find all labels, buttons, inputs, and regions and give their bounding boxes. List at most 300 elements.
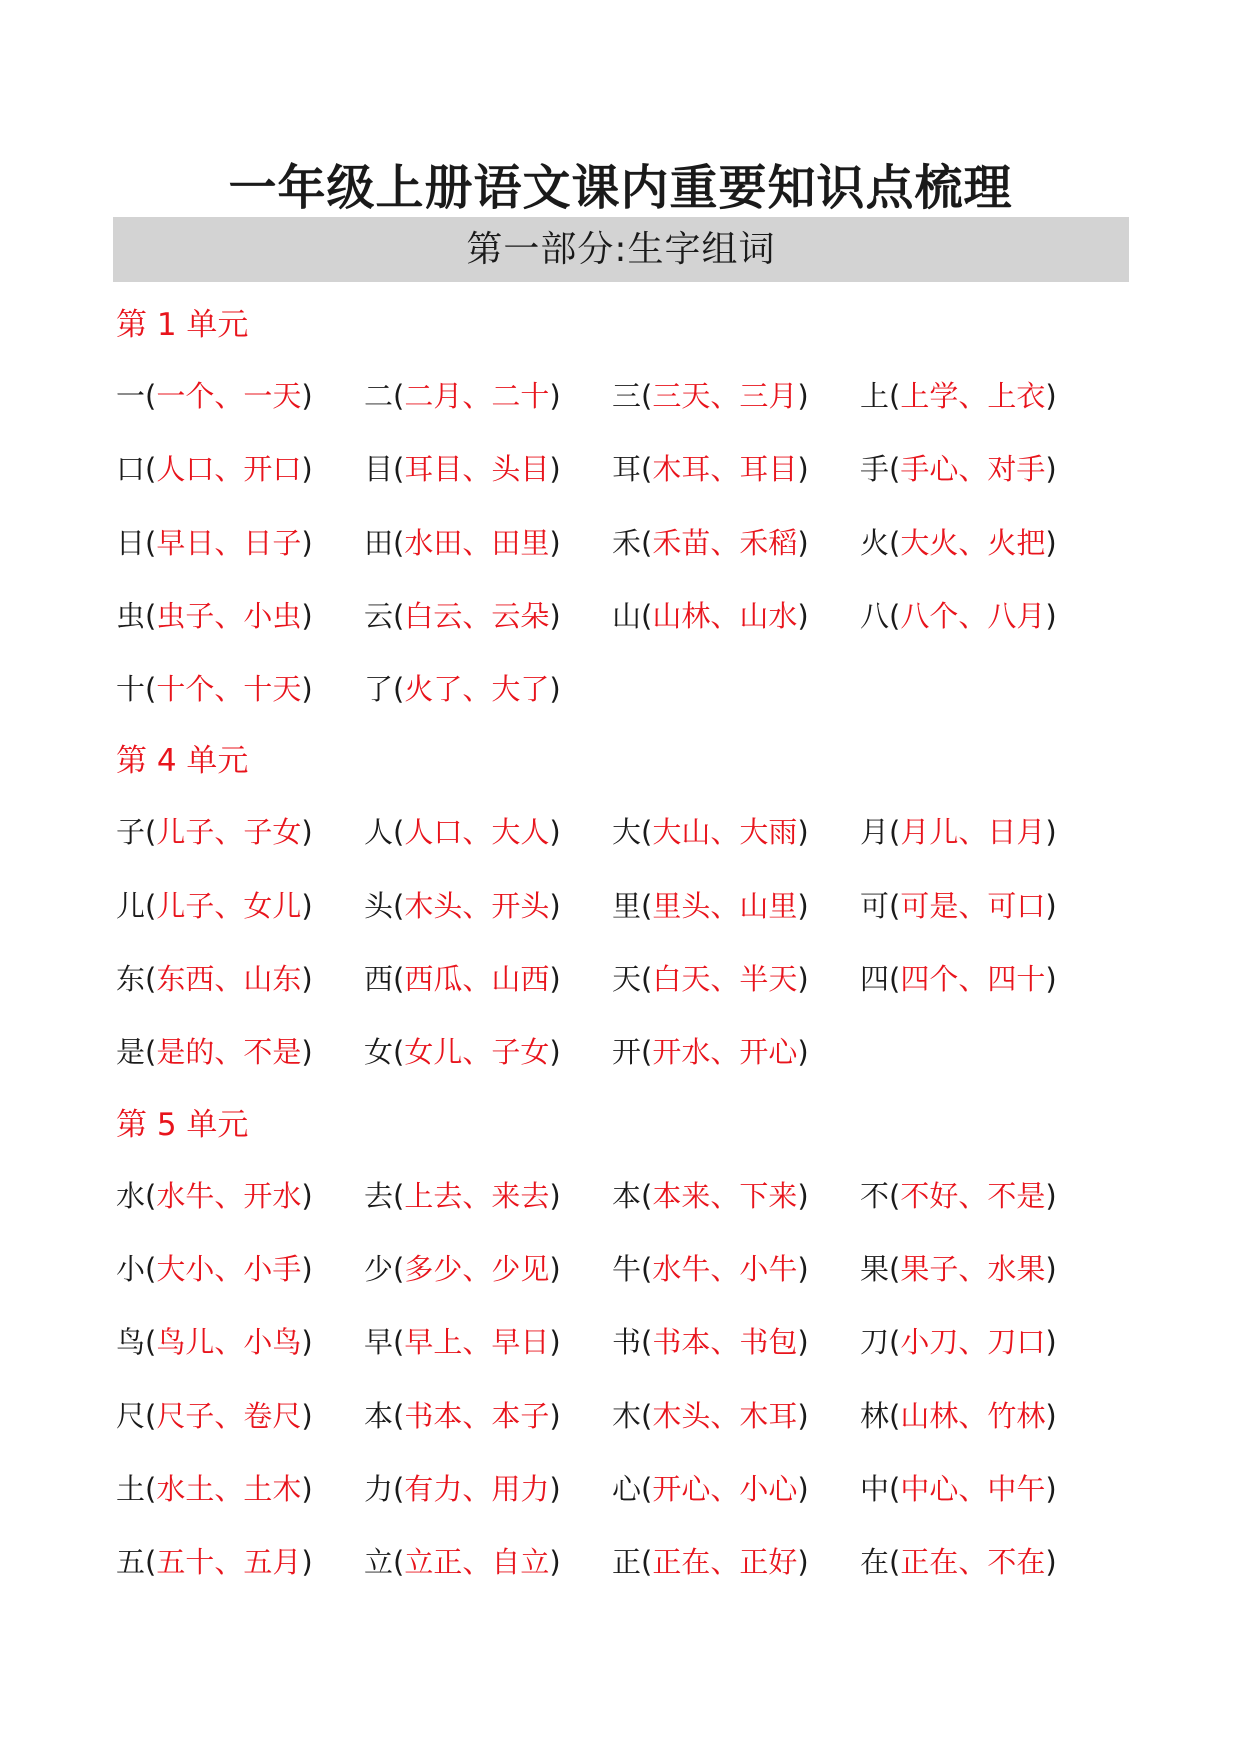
- open-paren: (: [641, 888, 653, 923]
- word-entry: [116, 580, 364, 653]
- close-paren: ): [797, 1178, 809, 1213]
- example-word: 开心: [652, 1471, 711, 1506]
- separator: 、: [710, 1178, 740, 1213]
- close-paren: ): [797, 1545, 809, 1580]
- open-paren: (: [393, 1325, 405, 1360]
- character: 三: [612, 379, 642, 413]
- example-word: 十天: [243, 672, 302, 707]
- example-word: 人口: [156, 452, 215, 487]
- separator: 、: [214, 598, 244, 633]
- character: 土: [116, 1471, 146, 1506]
- separator: 、: [214, 1178, 244, 1213]
- character: 一: [116, 379, 146, 413]
- close-paren: ): [549, 1178, 561, 1213]
- character: 目: [364, 452, 394, 487]
- close-paren: ): [1045, 1471, 1057, 1506]
- example-word: 土木: [243, 1471, 302, 1506]
- character: 八: [860, 598, 890, 633]
- unit-section: [116, 726, 1126, 1089]
- separator: 、: [958, 598, 988, 633]
- character: 本: [612, 1178, 642, 1213]
- example-word: 早上: [404, 1325, 463, 1360]
- open-paren: (: [641, 1251, 653, 1286]
- example-word: 山里: [739, 888, 798, 923]
- close-paren: ): [301, 962, 313, 997]
- open-paren: (: [641, 525, 653, 560]
- character: 四: [860, 962, 890, 997]
- open-paren: (: [145, 672, 157, 707]
- separator: 、: [214, 888, 244, 923]
- unit-title: 第 5 单元: [116, 1106, 249, 1143]
- close-paren: ): [797, 888, 809, 923]
- close-paren: ): [797, 452, 809, 487]
- word-entry: [860, 360, 1108, 433]
- close-paren: ): [301, 815, 313, 850]
- character: 儿: [116, 888, 146, 923]
- open-paren: (: [889, 1545, 901, 1580]
- separator: 、: [462, 1178, 492, 1213]
- separator: 、: [214, 1398, 244, 1433]
- word-entry: [364, 870, 612, 943]
- open-paren: (: [393, 672, 405, 707]
- word-entry: [860, 580, 1108, 653]
- close-paren: ): [1045, 452, 1057, 487]
- open-paren: (: [393, 962, 405, 997]
- example-word: 山西: [491, 962, 550, 997]
- word-entry: [612, 433, 860, 506]
- close-paren: ): [797, 379, 809, 413]
- close-paren: ): [301, 452, 313, 487]
- separator: 、: [710, 815, 740, 850]
- example-word: 水田: [404, 525, 463, 560]
- word-grid: [116, 1160, 1126, 1600]
- example-word: 日子: [243, 525, 302, 560]
- close-paren: ): [549, 1035, 561, 1070]
- example-word: 来去: [491, 1178, 550, 1213]
- example-word: 手心: [900, 452, 959, 487]
- example-word: 一个: [156, 379, 215, 413]
- separator: 、: [462, 672, 492, 707]
- close-paren: ): [549, 1325, 561, 1360]
- word-grid: [116, 796, 1126, 1089]
- open-paren: (: [889, 888, 901, 923]
- open-paren: (: [393, 1251, 405, 1286]
- separator: 、: [958, 1178, 988, 1213]
- word-entry: [116, 870, 364, 943]
- separator: 、: [214, 1471, 244, 1506]
- separator: 、: [710, 962, 740, 997]
- open-paren: (: [145, 1251, 157, 1286]
- open-paren: (: [145, 1178, 157, 1213]
- open-paren: (: [145, 452, 157, 487]
- close-paren: ): [549, 1471, 561, 1506]
- separator: 、: [214, 672, 244, 707]
- open-paren: (: [145, 1325, 157, 1360]
- character: 心: [612, 1471, 642, 1506]
- word-entry: [612, 870, 860, 943]
- example-word: 开口: [243, 452, 302, 487]
- example-word: 开水: [652, 1035, 711, 1070]
- word-entry: [364, 653, 612, 726]
- example-word: 儿子: [156, 815, 215, 850]
- character: 中: [860, 1471, 890, 1506]
- word-entry: [116, 796, 364, 869]
- word-entry: [860, 943, 1108, 1016]
- open-paren: (: [641, 1545, 653, 1580]
- example-word: 三月: [739, 379, 798, 413]
- separator: 、: [958, 1545, 988, 1580]
- close-paren: ): [797, 1471, 809, 1506]
- close-paren: ): [549, 888, 561, 923]
- separator: 、: [710, 1325, 740, 1360]
- example-word: 水果: [987, 1251, 1046, 1286]
- word-entry: [612, 360, 860, 433]
- example-word: 刀口: [987, 1325, 1046, 1360]
- unit-list: [116, 290, 1126, 1599]
- example-word: 人口: [404, 815, 463, 850]
- word-entry: [116, 360, 364, 433]
- example-word: 木耳: [739, 1398, 798, 1433]
- word-entry: [116, 1306, 364, 1379]
- separator: 、: [710, 1251, 740, 1286]
- character: 小: [116, 1251, 146, 1286]
- separator: 、: [958, 1471, 988, 1506]
- example-word: 小手: [243, 1251, 302, 1286]
- word-entry: [364, 1380, 612, 1453]
- example-word: 本子: [491, 1398, 550, 1433]
- example-word: 中心: [900, 1471, 959, 1506]
- example-word: 水牛: [156, 1178, 215, 1213]
- word-entry: [116, 1233, 364, 1306]
- word-entry: [612, 1453, 860, 1526]
- character: 鸟: [116, 1325, 146, 1360]
- example-word: 竹林: [987, 1398, 1046, 1433]
- character: 子: [116, 815, 146, 850]
- example-word: 本来: [652, 1178, 711, 1213]
- character: 正: [612, 1545, 642, 1580]
- close-paren: ): [301, 379, 313, 413]
- word-entry: [364, 1526, 612, 1599]
- close-paren: ): [301, 1178, 313, 1213]
- example-word: 火把: [987, 525, 1046, 560]
- word-entry: [612, 507, 860, 580]
- open-paren: (: [393, 452, 405, 487]
- character: 日: [116, 525, 146, 560]
- example-word: 四个: [900, 962, 959, 997]
- example-word: 早日: [491, 1325, 550, 1360]
- example-word: 山林: [900, 1398, 959, 1433]
- example-word: 小刀: [900, 1325, 959, 1360]
- character: 可: [860, 888, 890, 923]
- separator: 、: [462, 1545, 492, 1580]
- character: 耳: [612, 452, 642, 487]
- example-word: 月儿: [900, 815, 959, 850]
- word-entry: [612, 1380, 860, 1453]
- example-word: 三天: [652, 379, 711, 413]
- separator: 、: [214, 525, 244, 560]
- word-entry: [364, 433, 612, 506]
- character: 上: [860, 379, 890, 413]
- separator: 、: [710, 1471, 740, 1506]
- open-paren: (: [145, 888, 157, 923]
- close-paren: ): [797, 1035, 809, 1070]
- example-word: 上学: [900, 379, 959, 413]
- separator: 、: [958, 379, 988, 413]
- close-paren: ): [1045, 815, 1057, 850]
- example-word: 田里: [491, 525, 550, 560]
- word-entry: [116, 433, 364, 506]
- open-paren: (: [889, 1178, 901, 1213]
- unit-title: 第 4 单元: [116, 743, 249, 780]
- close-paren: ): [549, 1251, 561, 1286]
- word-entry: [860, 1160, 1108, 1233]
- example-word: 四十: [987, 962, 1046, 997]
- separator: 、: [710, 1035, 740, 1070]
- example-word: 木耳: [652, 452, 711, 487]
- open-paren: (: [393, 1471, 405, 1506]
- open-paren: (: [145, 815, 157, 850]
- character: 口: [116, 452, 146, 487]
- word-entry: [860, 1233, 1108, 1306]
- open-paren: (: [145, 1471, 157, 1506]
- example-word: 果子: [900, 1251, 959, 1286]
- page-title: 一年级上册语文课内重要知识点梳理: [228, 160, 1013, 216]
- open-paren: (: [889, 815, 901, 850]
- example-word: 不是: [987, 1178, 1046, 1213]
- example-word: 儿子: [156, 888, 215, 923]
- word-entry: [116, 1016, 364, 1089]
- open-paren: (: [889, 452, 901, 487]
- open-paren: (: [145, 379, 157, 413]
- example-word: 正好: [739, 1545, 798, 1580]
- example-word: 开头: [491, 888, 550, 923]
- separator: 、: [214, 1035, 244, 1070]
- unit-section: [116, 1090, 1126, 1600]
- example-word: 小虫: [243, 598, 302, 633]
- separator: 、: [462, 815, 492, 850]
- character: 里: [612, 888, 642, 923]
- character: 大: [612, 815, 642, 850]
- example-word: 小心: [739, 1471, 798, 1506]
- word-entry: [860, 433, 1108, 506]
- word-entry: [364, 1233, 612, 1306]
- separator: 、: [710, 1398, 740, 1433]
- example-word: 卷尺: [243, 1398, 302, 1433]
- open-paren: (: [641, 1471, 653, 1506]
- open-paren: (: [393, 1178, 405, 1213]
- close-paren: ): [301, 1251, 313, 1286]
- open-paren: (: [889, 1398, 901, 1433]
- example-word: 子女: [491, 1035, 550, 1070]
- example-word: 早日: [156, 525, 215, 560]
- open-paren: (: [641, 1398, 653, 1433]
- word-entry: [860, 1526, 1108, 1599]
- character: 东: [116, 962, 146, 997]
- word-entry: [116, 943, 364, 1016]
- open-paren: (: [641, 452, 653, 487]
- example-word: 山水: [739, 598, 798, 633]
- example-word: 书包: [739, 1325, 798, 1360]
- example-word: 书本: [404, 1398, 463, 1433]
- example-word: 可是: [900, 888, 959, 923]
- separator: 、: [462, 598, 492, 633]
- open-paren: (: [393, 815, 405, 850]
- open-paren: (: [641, 1178, 653, 1213]
- character: 十: [116, 672, 146, 707]
- close-paren: ): [1045, 379, 1057, 413]
- word-entry: [364, 796, 612, 869]
- separator: 、: [214, 962, 244, 997]
- open-paren: (: [889, 525, 901, 560]
- example-word: 山林: [652, 598, 711, 633]
- word-entry: [860, 1380, 1108, 1453]
- separator: 、: [710, 888, 740, 923]
- word-entry: [612, 580, 860, 653]
- word-entry: [612, 943, 860, 1016]
- example-word: 十个: [156, 672, 215, 707]
- separator: 、: [462, 452, 492, 487]
- word-entry: [364, 1453, 612, 1526]
- separator: 、: [462, 1325, 492, 1360]
- close-paren: ): [301, 1325, 313, 1360]
- separator: 、: [958, 1325, 988, 1360]
- separator: 、: [710, 452, 740, 487]
- example-word: 子女: [243, 815, 302, 850]
- character: 人: [364, 815, 394, 850]
- example-word: 立正: [404, 1545, 463, 1580]
- open-paren: (: [393, 379, 405, 413]
- character: 山: [612, 598, 642, 633]
- open-paren: (: [393, 1398, 405, 1433]
- example-word: 中午: [987, 1471, 1046, 1506]
- character: 力: [364, 1471, 394, 1506]
- word-entry: [116, 1380, 364, 1453]
- example-word: 开心: [739, 1035, 798, 1070]
- separator: 、: [462, 1251, 492, 1286]
- close-paren: ): [301, 672, 313, 707]
- close-paren: ): [797, 1251, 809, 1286]
- example-word: 下来: [739, 1178, 798, 1213]
- word-entry: [116, 1453, 364, 1526]
- example-word: 八月: [987, 598, 1046, 633]
- character: 西: [364, 962, 394, 997]
- word-entry: [860, 1306, 1108, 1379]
- close-paren: ): [1045, 598, 1057, 633]
- open-paren: (: [889, 598, 901, 633]
- word-entry: [612, 1526, 860, 1599]
- example-word: 二月: [404, 379, 463, 413]
- word-entry: [612, 1233, 860, 1306]
- word-entry: [116, 507, 364, 580]
- separator: 、: [958, 888, 988, 923]
- open-paren: (: [145, 962, 157, 997]
- open-paren: (: [393, 525, 405, 560]
- separator: 、: [958, 1398, 988, 1433]
- example-word: 用力: [491, 1471, 550, 1506]
- character: 禾: [612, 525, 642, 560]
- example-word: 五十: [156, 1545, 215, 1580]
- example-word: 尺子: [156, 1398, 215, 1433]
- character: 手: [860, 452, 890, 487]
- open-paren: (: [393, 598, 405, 633]
- character: 立: [364, 1545, 394, 1580]
- character: 林: [860, 1398, 890, 1433]
- close-paren: ): [797, 598, 809, 633]
- character: 刀: [860, 1325, 890, 1360]
- close-paren: ): [549, 1398, 561, 1433]
- open-paren: (: [641, 379, 653, 413]
- open-paren: (: [641, 1325, 653, 1360]
- word-entry: [364, 1306, 612, 1379]
- example-word: 里头: [652, 888, 711, 923]
- character: 月: [860, 815, 890, 850]
- close-paren: ): [301, 525, 313, 560]
- example-word: 对手: [987, 452, 1046, 487]
- example-word: 是的: [156, 1035, 215, 1070]
- character: 云: [364, 598, 394, 633]
- close-paren: ): [301, 1471, 313, 1506]
- open-paren: (: [641, 962, 653, 997]
- close-paren: ): [549, 1545, 561, 1580]
- example-word: 大人: [491, 815, 550, 850]
- example-word: 女儿: [243, 888, 302, 923]
- close-paren: ): [797, 962, 809, 997]
- example-word: 一天: [243, 379, 302, 413]
- close-paren: ): [549, 962, 561, 997]
- open-paren: (: [393, 888, 405, 923]
- example-word: 耳目: [739, 452, 798, 487]
- separator: 、: [710, 1545, 740, 1580]
- separator: 、: [214, 379, 244, 413]
- character: 头: [364, 888, 394, 923]
- close-paren: ): [1045, 1398, 1057, 1433]
- word-entry: [612, 1306, 860, 1379]
- character: 在: [860, 1545, 890, 1580]
- open-paren: (: [641, 598, 653, 633]
- separator: 、: [958, 962, 988, 997]
- example-word: 上衣: [987, 379, 1046, 413]
- separator: 、: [710, 525, 740, 560]
- character: 天: [612, 962, 642, 997]
- character: 田: [364, 525, 394, 560]
- character: 女: [364, 1035, 394, 1070]
- character: 书: [612, 1325, 642, 1360]
- example-word: 水土: [156, 1471, 215, 1506]
- example-word: 小牛: [739, 1251, 798, 1286]
- example-word: 木头: [404, 888, 463, 923]
- close-paren: ): [797, 1398, 809, 1433]
- separator: 、: [462, 1471, 492, 1506]
- character: 开: [612, 1035, 642, 1070]
- word-entry: [364, 1016, 612, 1089]
- open-paren: (: [145, 1035, 157, 1070]
- separator: 、: [214, 1325, 244, 1360]
- character: 早: [364, 1325, 394, 1360]
- example-word: 白云: [404, 598, 463, 633]
- close-paren: ): [1045, 888, 1057, 923]
- separator: 、: [214, 452, 244, 487]
- close-paren: ): [301, 1035, 313, 1070]
- character: 本: [364, 1398, 394, 1433]
- close-paren: ): [301, 598, 313, 633]
- character: 果: [860, 1251, 890, 1286]
- word-entry: [612, 1160, 860, 1233]
- example-word: 山东: [243, 962, 302, 997]
- separator: 、: [710, 379, 740, 413]
- close-paren: ): [797, 525, 809, 560]
- example-word: 云朵: [491, 598, 550, 633]
- example-word: 大火: [900, 525, 959, 560]
